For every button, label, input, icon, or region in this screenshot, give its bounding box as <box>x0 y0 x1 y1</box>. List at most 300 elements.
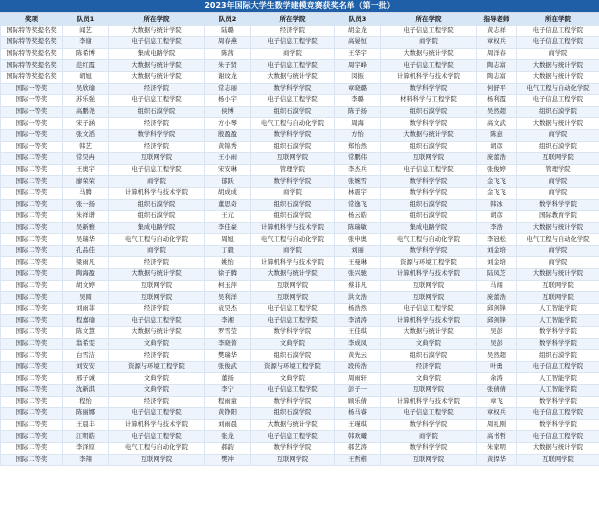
header-college-1: 所在学院 <box>109 14 205 26</box>
college-1-cell: 商学院 <box>109 176 205 188</box>
member-2-cell: 张龙 <box>205 431 251 443</box>
advisor-college-cell: 人工智能学院 <box>517 385 599 397</box>
member-3-cell: 刘丽 <box>335 245 381 257</box>
college-2-cell: 电气工程与自动化学院 <box>251 118 335 130</box>
college-2-cell: 大数据与统计学院 <box>251 419 335 431</box>
member-3-cell: 章晓璐 <box>335 83 381 95</box>
award-cell: 国际二等奖 <box>1 292 63 304</box>
award-cell: 国际一等奖 <box>1 83 63 95</box>
college-1-cell: 经济学院 <box>109 257 205 269</box>
college-3-cell: 大数据与统计学院 <box>381 327 477 339</box>
member-3-cell: 胡金龙 <box>335 25 381 37</box>
college-2-cell: 组织石漠学院 <box>251 199 335 211</box>
member-3-cell: 李璐 <box>335 95 381 107</box>
member-1-cell: 朱祥谱 <box>63 211 109 223</box>
member-1-cell: 翁希雯 <box>63 338 109 350</box>
college-1-cell: 经济学院 <box>109 141 205 153</box>
college-3-cell: 组织石漠学院 <box>381 350 477 362</box>
college-3-cell: 经济学院 <box>381 361 477 373</box>
member-1-cell: 程嘉瑜 <box>63 315 109 327</box>
college-3-cell: 互联网学院 <box>381 385 477 397</box>
member-1-cell: 闻艺 <box>63 25 109 37</box>
member-2-cell: 李佳豪 <box>205 222 251 234</box>
member-1-cell: 刘安安 <box>63 361 109 373</box>
advisor-college-cell: 管理学院 <box>517 164 599 176</box>
college-3-cell: 数学科学学院 <box>381 83 477 95</box>
advisor-college-cell: 大数据与统计学院 <box>517 118 599 130</box>
award-cell: 国际特等奖提名奖 <box>1 25 63 37</box>
advisor-college-cell: 数学科学学院 <box>517 419 599 431</box>
member-3-cell: 陈瑞敏 <box>335 222 381 234</box>
member-2-cell: 杨小宇 <box>205 95 251 107</box>
member-3-cell: 顾乐倩 <box>335 396 381 408</box>
college-3-cell: 数学科学学院 <box>381 118 477 130</box>
member-3-cell: 王佳琪 <box>335 327 381 339</box>
header-advisor-college: 所在学院 <box>517 14 599 26</box>
advisor-college-cell: 数学科学学院 <box>517 199 599 211</box>
member-3-cell: 洪文浩 <box>335 292 381 304</box>
college-2-cell: 文典学院 <box>251 373 335 385</box>
advisor-cell: 庞蕾浩 <box>477 153 517 165</box>
college-1-cell: 经济学院 <box>109 396 205 408</box>
award-cell: 国际二等奖 <box>1 176 63 188</box>
college-1-cell: 计算机科学与技术学院 <box>109 419 205 431</box>
table-row <box>1 25 599 37</box>
college-2-cell: 计算机科学与技术学院 <box>251 222 335 234</box>
award-cell: 国际二等奖 <box>1 419 63 431</box>
award-cell: 国际特等奖提名奖 <box>1 60 63 72</box>
award-cell: 国际二等奖 <box>1 361 63 373</box>
member-3-cell: 王华宇 <box>335 48 381 60</box>
college-3-cell: 大数据与统计学院 <box>381 48 477 60</box>
advisor-college-cell: 大数据与统计学院 <box>517 269 599 281</box>
member-1-cell: 吴欣瑜 <box>63 83 109 95</box>
member-2-cell: 樊冲 <box>205 454 251 466</box>
header-member-1: 队员1 <box>63 14 109 26</box>
advisor-cell: 吴然超 <box>477 106 517 118</box>
member-3-cell: 杨云皓 <box>335 211 381 223</box>
table-row <box>1 95 599 107</box>
member-2-cell: 宋安琳 <box>205 164 251 176</box>
advisor-college-cell: 电子信息工程学院 <box>517 37 599 49</box>
college-1-cell: 文典学院 <box>109 373 205 385</box>
advisor-college-cell: 商学院 <box>517 245 599 257</box>
college-3-cell: 商学院 <box>381 431 477 443</box>
college-2-cell: 管理学院 <box>251 164 335 176</box>
member-1-cell: 白雪洁 <box>63 350 109 362</box>
college-3-cell: 计算机科学与技术学院 <box>381 396 477 408</box>
college-1-cell: 组织石漠学院 <box>109 106 205 118</box>
college-3-cell: 互联网学院 <box>381 153 477 165</box>
advisor-college-cell: 大数据与统计学院 <box>517 71 599 83</box>
college-2-cell: 商学院 <box>251 48 335 60</box>
college-1-cell: 经济学院 <box>109 83 205 95</box>
advisor-cell: 刘金培 <box>477 257 517 269</box>
advisor-college-cell: 人工智能学院 <box>517 373 599 385</box>
award-cell: 国际二等奖 <box>1 245 63 257</box>
award-cell: 国际二等奖 <box>1 269 63 281</box>
table-row <box>1 153 599 165</box>
header-award: 奖项 <box>1 14 63 26</box>
advisor-cell: 李冠松 <box>477 234 517 246</box>
advisor-college-cell: 互联网学院 <box>517 280 599 292</box>
college-1-cell: 互联网学院 <box>109 454 205 466</box>
advisor-cell: 胡彦 <box>477 141 517 153</box>
college-2-cell: 计算机科学与技术学院 <box>251 257 335 269</box>
advisor-college-cell: 电子信息工程学院 <box>517 408 599 420</box>
award-cell: 国际二等奖 <box>1 385 63 397</box>
college-1-cell: 大数据与统计学院 <box>109 60 205 72</box>
member-1-cell: 孔品佳 <box>63 245 109 257</box>
award-cell: 国际二等奖 <box>1 153 63 165</box>
advisor-college-cell: 商学院 <box>517 48 599 60</box>
member-3-cell: 杨马睿 <box>335 408 381 420</box>
college-2-cell: 大数据与统计学院 <box>251 269 335 281</box>
college-3-cell: 计算机科学与技术学院 <box>381 269 477 281</box>
college-1-cell: 电子信息工程学院 <box>109 315 205 327</box>
member-2-cell: 谢玟龙 <box>205 71 251 83</box>
college-1-cell: 电子信息工程学院 <box>109 95 205 107</box>
member-3-cell: 方怡 <box>335 129 381 141</box>
award-cell: 国际一等奖 <box>1 141 63 153</box>
award-cell: 国际二等奖 <box>1 280 63 292</box>
college-3-cell: 电气工程与自动化学院 <box>381 234 477 246</box>
table-row <box>1 419 599 431</box>
college-2-cell: 电子信息工程学院 <box>251 60 335 72</box>
advisor-college-cell: 大数据与统计学院 <box>517 442 599 454</box>
college-1-cell: 组织石漠学院 <box>109 199 205 211</box>
advisor-cell: 庞蕾浩 <box>477 292 517 304</box>
college-2-cell: 商学院 <box>251 187 335 199</box>
member-1-cell: 陈希博 <box>63 48 109 60</box>
table-row <box>1 327 599 339</box>
member-3-cell: 张婉雪 <box>335 176 381 188</box>
advisor-college-cell: 组织石漠学院 <box>517 106 599 118</box>
advisor-college-cell: 互联网学院 <box>517 292 599 304</box>
college-3-cell: 数学科学学院 <box>381 419 477 431</box>
advisor-college-cell: 人工智能学院 <box>517 315 599 327</box>
member-1-cell: 苏乐强 <box>63 95 109 107</box>
advisor-college-cell: 商学院 <box>517 176 599 188</box>
advisor-college-cell: 互联网学院 <box>517 454 599 466</box>
table-row <box>1 303 599 315</box>
member-1-cell: 陈丽娜 <box>63 408 109 420</box>
member-3-cell: 张兴驰 <box>335 269 381 281</box>
advisor-college-cell: 商学院 <box>517 187 599 199</box>
advisor-cell: 杨利霞 <box>477 95 517 107</box>
table-row <box>1 164 599 176</box>
college-3-cell: 电子信息工程学院 <box>381 60 477 72</box>
table-row <box>1 408 599 420</box>
member-3-cell: 周海 <box>335 118 381 130</box>
college-2-cell: 组织石漠学院 <box>251 106 335 118</box>
member-2-cell: 王小雨 <box>205 153 251 165</box>
table-row <box>1 245 599 257</box>
member-2-cell: 姚怡 <box>205 257 251 269</box>
member-2-cell: 王元 <box>205 211 251 223</box>
college-3-cell: 商学院 <box>381 37 477 49</box>
award-cell: 国际二等奖 <box>1 187 63 199</box>
college-1-cell: 经济学院 <box>109 350 205 362</box>
member-2-cell: 黄铮阳 <box>205 408 251 420</box>
advisor-cell: 章权兵 <box>477 408 517 420</box>
college-3-cell: 互联网学院 <box>381 454 477 466</box>
college-1-cell: 组织石漠学院 <box>109 211 205 223</box>
advisor-cell: 陈意 <box>477 129 517 141</box>
college-3-cell: 互联网学院 <box>381 280 477 292</box>
advisor-cell: 周洋春 <box>477 48 517 60</box>
college-2-cell: 资源与环境工程学院 <box>251 361 335 373</box>
advisor-cell: 金飞飞 <box>477 176 517 188</box>
member-1-cell: 陈文慧 <box>63 327 109 339</box>
member-1-cell: 宋子涵 <box>63 118 109 130</box>
table-row <box>1 373 599 385</box>
college-1-cell: 电子信息工程学院 <box>109 37 205 49</box>
college-1-cell: 电子信息工程学院 <box>109 164 205 176</box>
advisor-cell: 胡彦 <box>477 211 517 223</box>
college-3-cell: 数学科学学院 <box>381 442 477 454</box>
college-2-cell: 经济学院 <box>251 25 335 37</box>
member-2-cell: 袁昊杰 <box>205 303 251 315</box>
advisor-college-cell: 互联网学院 <box>517 153 599 165</box>
member-3-cell: 周雨轩 <box>335 373 381 385</box>
member-2-cell: 黄锦秀 <box>205 141 251 153</box>
member-1-cell: 李翔 <box>63 454 109 466</box>
member-1-cell: 李谢 <box>63 37 109 49</box>
table-row <box>1 454 599 466</box>
award-cell: 国际一等奖 <box>1 106 63 118</box>
member-1-cell: 吴圆 <box>63 292 109 304</box>
advisor-cell: 何舒平 <box>477 83 517 95</box>
college-3-cell: 电子信息工程学院 <box>381 25 477 37</box>
member-1-cell: 廖荣荣 <box>63 176 109 188</box>
member-1-cell: 李泽原 <box>63 442 109 454</box>
college-1-cell: 大数据与统计学院 <box>109 25 205 37</box>
advisor-cell: 吴然超 <box>477 350 517 362</box>
college-2-cell: 电子信息工程学院 <box>251 303 335 315</box>
member-1-cell: 吴瑞华 <box>63 234 109 246</box>
award-cell: 国际二等奖 <box>1 211 63 223</box>
member-2-cell: 罗雪莹 <box>205 327 251 339</box>
table-row <box>1 222 599 234</box>
member-3-cell: 黄先云 <box>335 350 381 362</box>
advisor-college-cell: 电子信息工程学院 <box>517 431 599 443</box>
member-1-cell: 王晨丰 <box>63 419 109 431</box>
table-row <box>1 211 599 223</box>
advisor-cell: 朱家明 <box>477 442 517 454</box>
college-1-cell: 文典学院 <box>109 385 205 397</box>
table-row <box>1 187 599 199</box>
award-cell: 国际二等奖 <box>1 315 63 327</box>
member-2-cell: 侯博 <box>205 106 251 118</box>
member-1-cell: 邢子诚 <box>63 373 109 385</box>
college-2-cell: 大数据与统计学院 <box>251 71 335 83</box>
member-2-cell: 刘雨晨 <box>205 419 251 431</box>
advisor-cell: 高文武 <box>477 118 517 130</box>
header-college-3: 所在学院 <box>381 14 477 26</box>
member-2-cell: 殷盈盈 <box>205 129 251 141</box>
member-3-cell: 常鹏伟 <box>335 153 381 165</box>
member-1-cell: 江明皓 <box>63 431 109 443</box>
college-3-cell: 文典学院 <box>381 338 477 350</box>
college-3-cell: 数学科学学院 <box>381 176 477 188</box>
college-2-cell: 数学科学学院 <box>251 129 335 141</box>
award-cell: 国际二等奖 <box>1 257 63 269</box>
advisor-college-cell: 电气工程与自动化学院 <box>517 234 599 246</box>
member-2-cell: 郝韵 <box>205 442 251 454</box>
member-3-cell: 王曼琳 <box>335 257 381 269</box>
member-3-cell: 韩欢曦 <box>335 431 381 443</box>
college-2-cell: 电子信息工程学院 <box>251 315 335 327</box>
advisor-college-cell: 商学院 <box>517 257 599 269</box>
college-3-cell: 组织石漠学院 <box>381 106 477 118</box>
college-3-cell: 资源与环境工程学院 <box>381 257 477 269</box>
table-row <box>1 442 599 454</box>
member-2-cell: 董思奇 <box>205 199 251 211</box>
college-3-cell: 数学科学学院 <box>381 245 477 257</box>
table-row <box>1 292 599 304</box>
advisor-cell: 章飞 <box>477 396 517 408</box>
award-cell: 国际特等奖提名奖 <box>1 48 63 60</box>
header-advisor: 指导老师 <box>477 14 517 26</box>
advisor-college-cell: 数学科学学院 <box>517 327 599 339</box>
college-1-cell: 大数据与统计学院 <box>109 269 205 281</box>
award-cell: 国际特等奖提名奖 <box>1 71 63 83</box>
member-3-cell: 王瑾琪 <box>335 419 381 431</box>
member-2-cell: 董扬 <box>205 373 251 385</box>
college-2-cell: 数学科学学院 <box>251 83 335 95</box>
header-row <box>1 14 599 26</box>
advisor-college-cell: 电子信息工程学院 <box>517 361 599 373</box>
member-1-cell: 陶海盈 <box>63 269 109 281</box>
member-3-cell: 常逸飞 <box>335 199 381 211</box>
advisor-college-cell: 组织石漠学院 <box>517 350 599 362</box>
member-3-cell: 蔡非凡 <box>335 280 381 292</box>
member-1-cell: 张文滔 <box>63 129 109 141</box>
member-2-cell: 常志丽 <box>205 83 251 95</box>
college-1-cell: 电气工程与自动化学院 <box>109 234 205 246</box>
college-3-cell: 数学科学学院 <box>381 187 477 199</box>
award-cell: 国际二等奖 <box>1 373 63 385</box>
member-3-cell: 杨浩然 <box>335 303 381 315</box>
member-2-cell: 胡成成 <box>205 187 251 199</box>
member-3-cell: 郝艺涛 <box>335 442 381 454</box>
member-3-cell: 张申奥 <box>335 234 381 246</box>
member-3-cell: 李清涛 <box>335 315 381 327</box>
college-3-cell: 电子信息工程学院 <box>381 303 477 315</box>
member-2-cell: 李晓菁 <box>205 338 251 350</box>
award-cell: 国际二等奖 <box>1 431 63 443</box>
award-cell: 国际一等奖 <box>1 129 63 141</box>
table-row <box>1 396 599 408</box>
college-3-cell: 计算机科学与技术学院 <box>381 71 477 83</box>
advisor-cell: 陶志富 <box>477 71 517 83</box>
header-member-2: 队员2 <box>205 14 251 26</box>
advisor-cell: 李浩 <box>477 222 517 234</box>
college-1-cell: 数学科学学院 <box>109 129 205 141</box>
member-2-cell: 李湘 <box>205 315 251 327</box>
college-2-cell: 电子信息工程学院 <box>251 385 335 397</box>
advisor-college-cell: 电子信息工程学院 <box>517 95 599 107</box>
table-row <box>1 361 599 373</box>
award-cell: 国际二等奖 <box>1 396 63 408</box>
advisor-college-cell: 组织石漠学院 <box>517 141 599 153</box>
college-1-cell: 电子信息工程学院 <box>109 408 205 420</box>
header-college-2: 所在学院 <box>251 14 335 26</box>
college-2-cell: 互联网学院 <box>251 280 335 292</box>
award-cell: 国际二等奖 <box>1 442 63 454</box>
award-cell: 国际二等奖 <box>1 454 63 466</box>
award-table <box>0 13 599 466</box>
college-2-cell: 电子信息工程学院 <box>251 431 335 443</box>
member-3-cell: 郑怡然 <box>335 141 381 153</box>
table-row <box>1 431 599 443</box>
award-cell: 国际特等奖提名奖 <box>1 37 63 49</box>
college-2-cell: 组织石漠学院 <box>251 408 335 420</box>
award-cell: 国际二等奖 <box>1 164 63 176</box>
advisor-college-cell: 大数据与统计学院 <box>517 222 599 234</box>
college-1-cell: 文典学院 <box>109 338 205 350</box>
table-row <box>1 141 599 153</box>
college-1-cell: 电气工程与自动化学院 <box>109 442 205 454</box>
member-1-cell: 张一扬 <box>63 199 109 211</box>
member-1-cell: 范红霞 <box>63 60 109 72</box>
member-2-cell: 丁毅 <box>205 245 251 257</box>
member-1-cell: 沈新淇 <box>63 385 109 397</box>
advisor-college-cell: 商学院 <box>517 129 599 141</box>
member-2-cell: 周旭 <box>205 234 251 246</box>
advisor-cell: 马闯 <box>477 280 517 292</box>
member-2-cell: 柯玉萍 <box>205 280 251 292</box>
college-1-cell: 互联网学院 <box>109 292 205 304</box>
advisor-cell: 吴彭 <box>477 327 517 339</box>
college-2-cell: 数学科学学院 <box>251 396 335 408</box>
advisor-cell: 张俊婷 <box>477 164 517 176</box>
table-row <box>1 315 599 327</box>
advisor-cell: 吴彭 <box>477 338 517 350</box>
college-3-cell: 电子信息工程学院 <box>381 408 477 420</box>
member-2-cell: 朱子贤 <box>205 60 251 72</box>
college-2-cell: 互联网学院 <box>251 153 335 165</box>
college-3-cell: 电子信息工程学院 <box>381 164 477 176</box>
college-1-cell: 经济学院 <box>109 118 205 130</box>
award-cell: 国际二等奖 <box>1 327 63 339</box>
member-3-cell: 段传浩 <box>335 361 381 373</box>
member-2-cell: 徐子腾 <box>205 269 251 281</box>
advisor-college-cell: 电气工程与自动化学院 <box>517 83 599 95</box>
college-2-cell: 互联网学院 <box>251 454 335 466</box>
college-3-cell: 集成电路学院 <box>381 222 477 234</box>
table-row <box>1 106 599 118</box>
advisor-cell: 黄捍华 <box>477 454 517 466</box>
college-3-cell: 大数据与统计学院 <box>381 129 477 141</box>
college-3-cell: 计算机科学与技术学院 <box>381 315 477 327</box>
award-rows <box>1 25 599 466</box>
member-1-cell: 常昊冉 <box>63 153 109 165</box>
advisor-cell: 余涛 <box>477 373 517 385</box>
table-row <box>1 280 599 292</box>
advisor-cell: 陶志富 <box>477 60 517 72</box>
member-2-cell: 方小琴 <box>205 118 251 130</box>
member-1-cell: 刘雨菲 <box>63 303 109 315</box>
college-2-cell: 数学科学学院 <box>251 327 335 339</box>
advisor-college-cell: 大数据与统计学院 <box>517 60 599 72</box>
member-1-cell: 胡旭 <box>63 71 109 83</box>
advisor-cell: 邱剑锋 <box>477 315 517 327</box>
advisor-cell: 金飞飞 <box>477 187 517 199</box>
member-2-cell: 周春燕 <box>205 37 251 49</box>
advisor-cell: 黄志祥 <box>477 25 517 37</box>
